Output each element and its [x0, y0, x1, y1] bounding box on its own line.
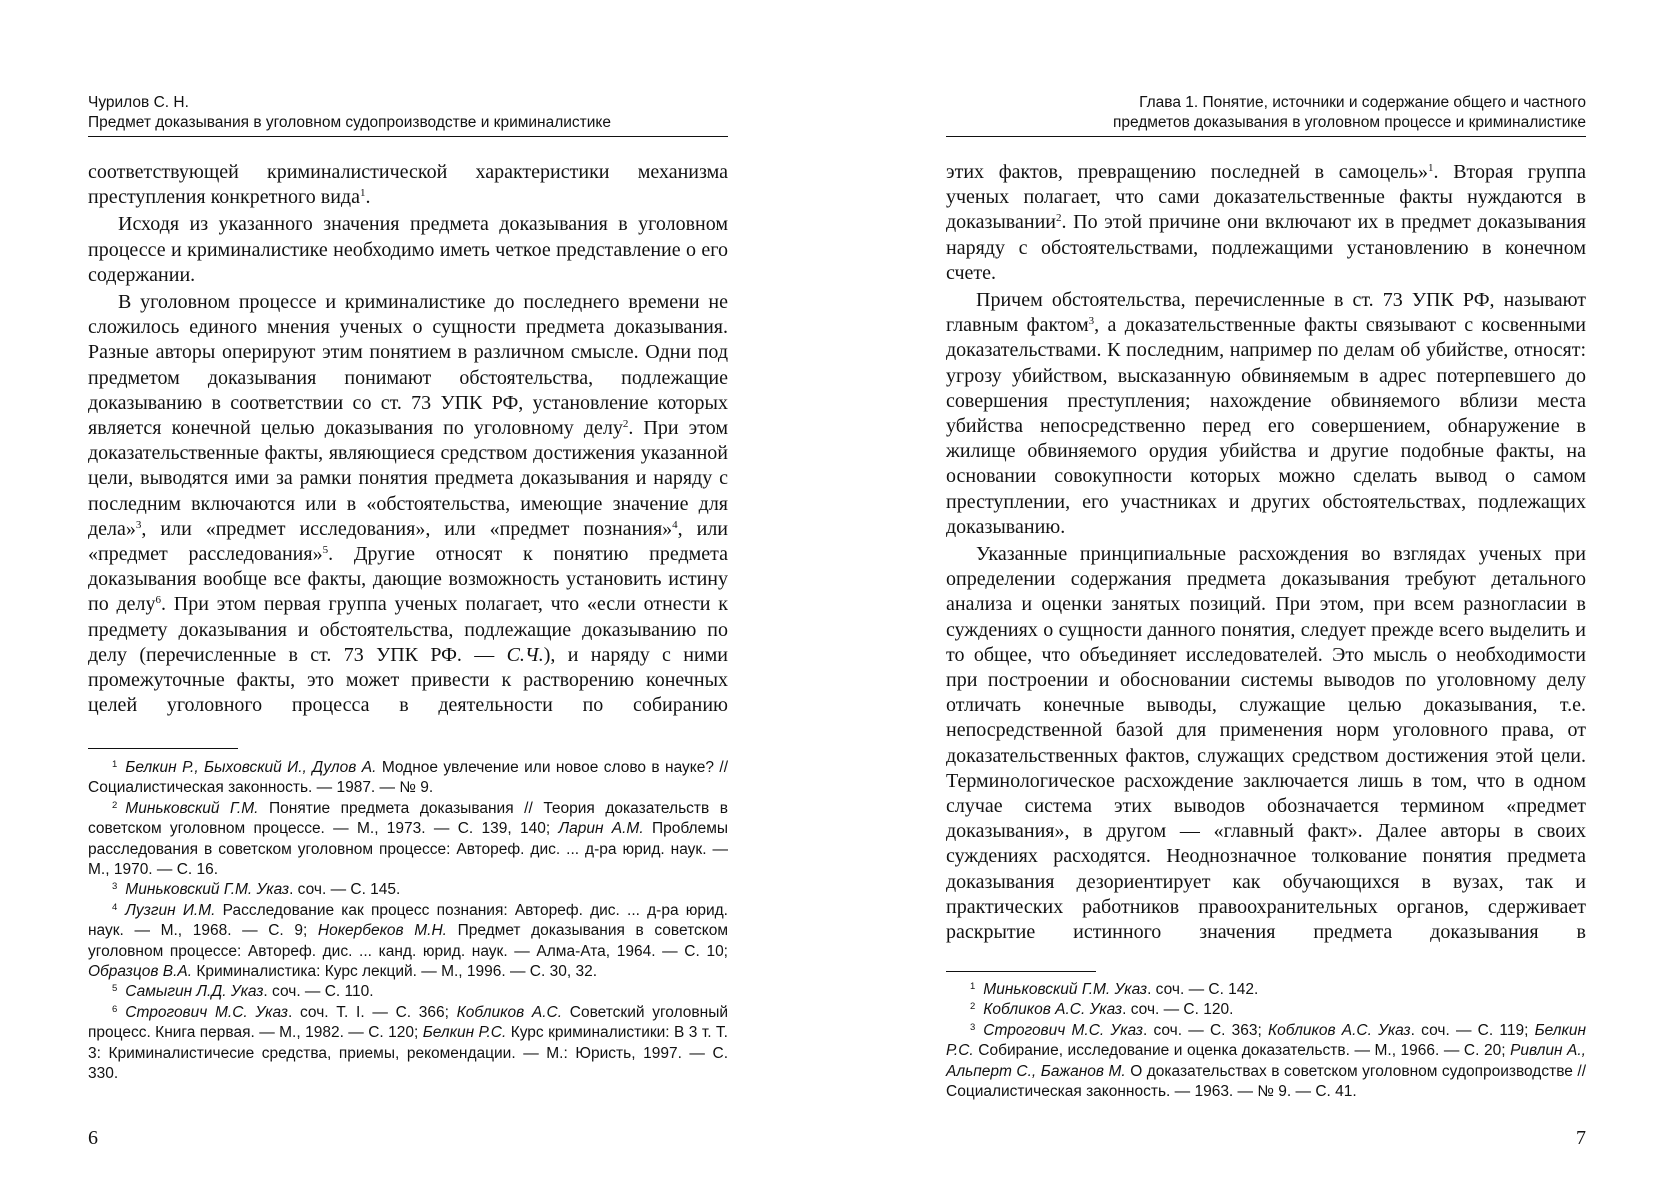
header-book-title: Предмет доказывания в уголовном судопроизводстве и криминалистике [88, 114, 612, 131]
footnote-divider [88, 748, 238, 749]
footnote-ref[interactable]: 6 [155, 594, 162, 607]
paragraph: Исходя из указанного значения предмета доказывания в уголовном процессе и криминалистике необходимо иметь четкое представление о его содержании. [88, 213, 728, 286]
paragraph: Причем обстоятельства, перечисленные в ст. 73 УПК РФ, называют главным фактом$^3$, а доказательственные факты связывают с косвенными доказательствами. К последним, например по делам об убийстве, относят: угрозу убийством, высказанную обвиняемым в адрес потерпевшего до совершения преступления; нахождение обвиняемого вблизи места убийства непосредственно перед его совершением, обнаружение в жилище обвиняемого орудия убийства и другие подобные факты, на основании совокупности которых можно сделать вывод о самом преступлении, его участниках и других обстоятельствах, подлежащих доказыванию. [946, 289, 1586, 538]
footnote: $^3$ Строгович М.С. Указ. соч. — С. 363; Кобликов А.С. Указ. соч. — С. 119; Белкин Р.С. Собирание, исследование и оценка доказательств. — М., 1966. — С. 20; Ривлин А., Альперт С., Бажанов М. О доказательствах в советском уголовном судопроизводстве //Социалистическая законность. — 1963. — № 9. — С. 41. [946, 1021, 1586, 1101]
footnotes-left [88, 758, 728, 1085]
footnotes-right [946, 980, 1586, 1102]
footnote: $^1$ Миньковский Г.М. Указ. соч. — С. 142. [970, 981, 1259, 998]
header-author: Чурилов С. Н. [88, 94, 189, 111]
footnote: $^2$ Миньковский Г.М. Понятие предмета доказывания // Теория доказательств в советском уголовном процессе. — М., 1973. — С. 139, 140; Ларин А.М. Проблемы расследования в советском уголовном процессе: Автореф. дис. ... д-ра юрид. наук. — М., 1970. — С. 16. [88, 799, 729, 879]
running-header-right [946, 93, 1586, 137]
footnote-divider [946, 971, 1096, 972]
paragraph: Указанные принципиальные расхождения во взглядах ученых при определении содержания предмета доказывания требуют детального анализа и оценки занятых позиций. При этом, при всем разногласии в суждениях о сущности данного понятия, следует прежде всего выделить и то общее, что объединяет исследователей. Это мысль о необходимости при построении и обосновании системы выводов по уголовному делу отличать конечные выводы, служащие целью доказывания, т.е. непосредственной базой для применения норм уголовного права, от доказательственных фактов, служащих средством достижения этой цели. Терминологическое расхождение заключается лишь в том, что в одном случае система этих выводов обозначается термином «предмет доказывания», в другом — «главный факт». Далее авторы в своих суждениях расходятся. Неоднозначное толкование понятия предмета доказывания дезориентирует как обучающихся в вузах, так и практических работников правоохранительных органов, сдерживает раскрытие истинного значения предмета доказывания в [946, 543, 1586, 944]
footnote-ref[interactable]: 1 [1428, 162, 1434, 174]
footnote: $^1$ Белкин Р., Быховский И., Дулов А. Модное увлечение или новое слово в науке? // Социалистическая законность. — 1987. — № 9. [88, 759, 728, 797]
header-chapter-line-2: предметов доказывания в уголовном процессе и криминалистике [1112, 114, 1586, 131]
footnote: $^4$ Лузгин И.М. Расследование как процесс познания: Автореф. дис. ... д-ра юрид. наук. — М., 1968. — С. 9; Нокербеков М.Н. Предмет доказывания в советском уголовном процессе: Автореф. дис. ... канд. юрид. наук. — Алма-Ата, 1964. — С. 10; Образцов В.А. Криминалистика: Курс лекций. — М., 1996. — С. 30, 32. [88, 901, 728, 981]
footnote-ref[interactable]: 3 [135, 518, 142, 531]
left-page [88, 0, 728, 1199]
footnote-ref[interactable]: 5 [322, 544, 329, 557]
footnote: $^5$ Самыгин Л.Д. Указ. соч. — С. 110. [112, 983, 374, 1001]
footnote-ref[interactable]: 2 [622, 418, 629, 431]
paragraph: этих фактов, превращению последней в самоцель»$^1$. Вторая группа ученых полагает, что сами доказательственные факты нуждаются в доказывании$^2$. По этой причине они включают их в предмет доказывания наряду с обстоятельствами, подлежащими установлению в конечном счете. [946, 161, 1586, 284]
right-page [946, 0, 1586, 1199]
footnote: $^2$ Кобликов А.С. Указ. соч. — С. 120. [970, 1001, 1234, 1019]
footnote-ref[interactable]: 4 [672, 518, 678, 531]
page-number-left: 6 [88, 1127, 98, 1149]
footnote-ref[interactable]: 3 [1088, 315, 1095, 328]
running-header-left [88, 93, 728, 137]
paragraph: В уголовном процессе и криминалистике до последнего времени не сложилось единого мнения ученых о сущности предмета доказывания. Разные авторы оперируют этим понятием в различном смысле. Одни под предметом доказывания понимают обстоятельства, подлежащие доказыванию в соответствии со ст. 73 УПК РФ, установление которых является конечной целью доказывания по уголовному делу$^2$. При этом доказательственные факты, являющиеся средством достижения указанной цели, выводятся ими за рамки понятия предмета доказывания и наряду с последним включаются или в «обстоятельства, имеющие значение для дела»$^3$, или «предмет исследования», или «предмет познания»$^4$, или «предмет расследования»$^5$. Другие относят к понятию предмета доказывания вообще все факты, дающие возможность установить истину по делу$^6$. При этом первая группа ученых полагает, что «если отнести к предмету доказывания и обстоятельства, подлежащие доказыванию по делу (перечисленные в ст. 73 УПК РФ. — С.Ч.), и наряду с ними промежуточные факты, это может привести к растворению конечных целей уголовного процесса в деятельности по собиранию [88, 291, 729, 717]
main-text-left [88, 160, 728, 720]
header-chapter-line-1: Глава 1. Понятие, источники и содержание общего и частного [1139, 94, 1586, 111]
paragraph: соответствующей криминалистической характеристики механизма преступления конкретного вида$^1$. [88, 161, 728, 209]
footnote-ref[interactable]: 1 [359, 187, 366, 200]
main-text-right [946, 160, 1586, 947]
footnote: $^6$ Строгович М.С. Указ. соч. Т. I. — С. 366; Кобликов А.С. Советский уголовный процесс. Книга первая. — М., 1982. — С. 120; Белкин Р.С. Курс криминалистики: В 3 т. Т. 3: Криминалистичесие средства, приемы, рекомендации. — М.: Юристь, 1997. — С. 330. [88, 1003, 729, 1083]
footnote-ref[interactable]: 2 [1055, 212, 1062, 225]
page-number-right: 7 [1576, 1127, 1586, 1149]
footnote: $^3$ Миньковский Г.М. Указ. соч. — С. 145. [112, 881, 401, 899]
